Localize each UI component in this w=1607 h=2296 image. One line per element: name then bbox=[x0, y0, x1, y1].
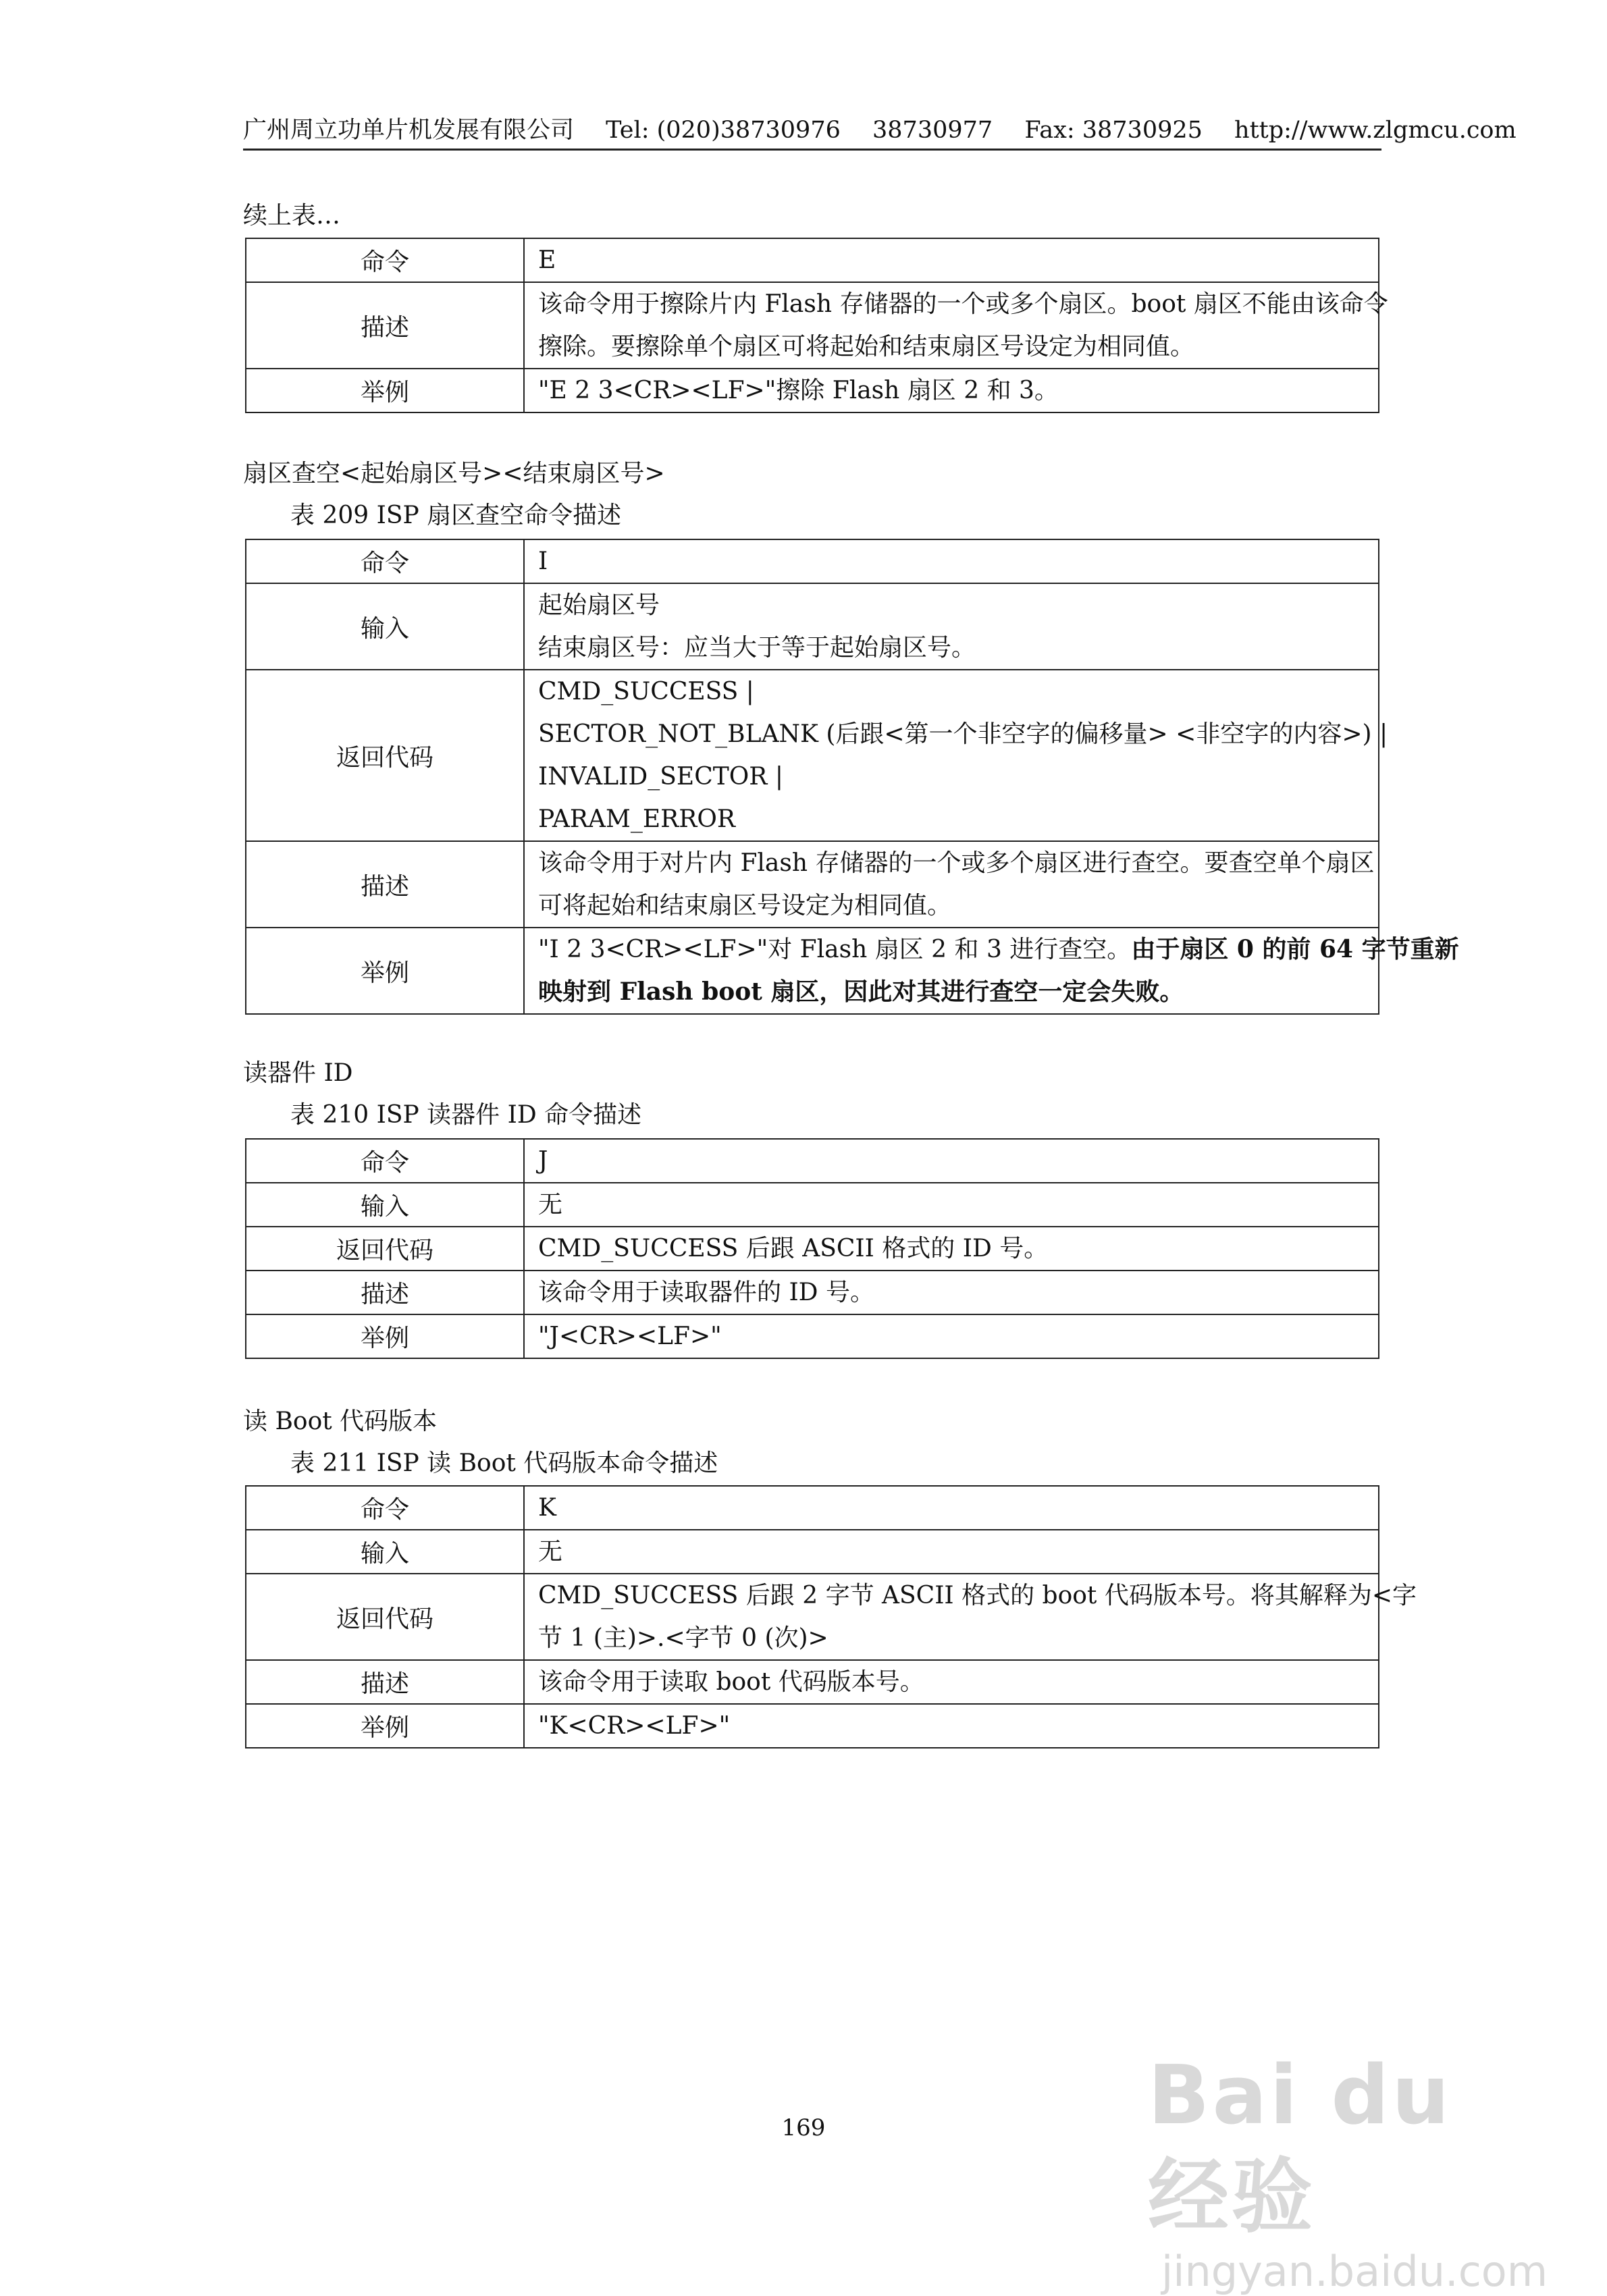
page-header bbox=[243, 112, 1517, 151]
row-key: 命令 bbox=[246, 1139, 524, 1183]
table-row bbox=[246, 1574, 1379, 1660]
table-row bbox=[246, 369, 1379, 412]
row-value: I bbox=[524, 539, 1379, 583]
row-key: 输入 bbox=[246, 583, 524, 670]
row-key: 返回代码 bbox=[246, 670, 524, 841]
row-value: 无 bbox=[524, 1530, 1379, 1574]
baidu-jingyan-watermark bbox=[1148, 2046, 1548, 2296]
section-heading-blank-check: 扇区查空<起始扇区号><结束扇区号> bbox=[243, 460, 665, 487]
table-caption-209: 表 209 ISP 扇区查空命令描述 bbox=[290, 502, 622, 529]
row-value: "J<CR><LF>" bbox=[524, 1314, 1379, 1358]
row-value: CMD_SUCCESS 后跟 2 字节 ASCII 格式的 boot 代码版本号。将其解释为<字 节 1 (主)>.<字节 0 (次)> bbox=[524, 1574, 1379, 1660]
table-row bbox=[246, 1227, 1379, 1271]
row-key: 举例 bbox=[246, 369, 524, 412]
table-row bbox=[246, 1271, 1379, 1314]
continued-note: 续上表… bbox=[243, 202, 341, 230]
row-value: E bbox=[524, 238, 1379, 282]
table-row bbox=[246, 282, 1379, 369]
row-value: J bbox=[524, 1139, 1379, 1183]
row-key: 举例 bbox=[246, 1314, 524, 1358]
table-row bbox=[246, 1486, 1379, 1530]
row-key: 命令 bbox=[246, 238, 524, 282]
table-row bbox=[246, 1704, 1379, 1748]
row-key: 返回代码 bbox=[246, 1227, 524, 1271]
row-key: 举例 bbox=[246, 928, 524, 1014]
row-value: 无 bbox=[524, 1183, 1379, 1227]
table-row bbox=[246, 238, 1379, 282]
header-tel: Tel: (020)38730976 bbox=[606, 117, 841, 144]
row-key: 命令 bbox=[246, 539, 524, 583]
row-value: K bbox=[524, 1486, 1379, 1530]
table-211 bbox=[245, 1485, 1417, 1748]
row-value: 该命令用于读取 boot 代码版本号。 bbox=[524, 1660, 1379, 1704]
header-fax: Fax: 38730925 bbox=[1024, 117, 1203, 144]
row-key: 举例 bbox=[246, 1704, 524, 1748]
row-value: "I 2 3<CR><LF>"对 Flash 扇区 2 和 3 进行查空。由于扇区 0 的前 64 字节重新 映射到 Flash boot 扇区，因此对其进行查空一定会失败。 bbox=[524, 928, 1379, 1014]
table-caption-211: 表 211 ISP 读 Boot 代码版本命令描述 bbox=[290, 1449, 718, 1477]
row-value: 该命令用于读取器件的 ID 号。 bbox=[524, 1271, 1379, 1314]
table-row bbox=[246, 670, 1379, 841]
table-row bbox=[246, 583, 1379, 670]
row-key: 输入 bbox=[246, 1183, 524, 1227]
watermark-brand: Bai du 经验 bbox=[1148, 2049, 1452, 2244]
row-value: "E 2 3<CR><LF>"擦除 Flash 扇区 2 和 3。 bbox=[524, 369, 1379, 412]
table-210 bbox=[245, 1138, 1379, 1359]
row-value: CMD_SUCCESS | SECTOR_NOT_BLANK (后跟<第一个非空字的偏移量> <非空字的内容>) | INVALID_SECTOR | PARAM_ERROR bbox=[524, 670, 1379, 841]
table-row bbox=[246, 1660, 1379, 1704]
header-company: 广州周立功单片机发展有限公司 bbox=[243, 117, 575, 144]
row-key: 输入 bbox=[246, 1530, 524, 1574]
row-value: 该命令用于擦除片内 Flash 存储器的一个或多个扇区。boot 扇区不能由该命令 擦除。要擦除单个扇区可将起始和结束扇区号设定为相同值。 bbox=[524, 282, 1379, 369]
table-caption-210: 表 210 ISP 读器件 ID 命令描述 bbox=[290, 1101, 642, 1129]
row-value: 起始扇区号 结束扇区号：应当大于等于起始扇区号。 bbox=[524, 583, 1379, 670]
table-row bbox=[246, 841, 1379, 928]
table-row bbox=[246, 1530, 1379, 1574]
table-row bbox=[246, 1139, 1379, 1183]
table-e bbox=[245, 238, 1388, 413]
table-209 bbox=[245, 539, 1459, 1015]
section-heading-device-id: 读器件 ID bbox=[243, 1059, 353, 1087]
table-row bbox=[246, 1314, 1379, 1358]
row-key: 描述 bbox=[246, 282, 524, 369]
table-row bbox=[246, 539, 1379, 583]
row-value: CMD_SUCCESS 后跟 ASCII 格式的 ID 号。 bbox=[524, 1227, 1379, 1271]
row-value: 该命令用于对片内 Flash 存储器的一个或多个扇区进行查空。要查空单个扇区 可将起始和结束扇区号设定为相同值。 bbox=[524, 841, 1379, 928]
row-key: 描述 bbox=[246, 841, 524, 928]
row-key: 命令 bbox=[246, 1486, 524, 1530]
table-row bbox=[246, 928, 1379, 1014]
watermark-url: jingyan.baidu.com bbox=[1161, 2247, 1548, 2296]
table-row bbox=[246, 1183, 1379, 1227]
header-url[interactable]: http://www.zlgmcu.com bbox=[1234, 117, 1517, 144]
row-key: 描述 bbox=[246, 1271, 524, 1314]
section-heading-boot-version: 读 Boot 代码版本 bbox=[243, 1408, 438, 1435]
page-number: 169 bbox=[781, 2114, 826, 2141]
header-tel2: 38730977 bbox=[872, 117, 993, 144]
row-key: 返回代码 bbox=[246, 1574, 524, 1660]
row-key: 描述 bbox=[246, 1660, 524, 1704]
row-value: "K<CR><LF>" bbox=[524, 1704, 1379, 1748]
